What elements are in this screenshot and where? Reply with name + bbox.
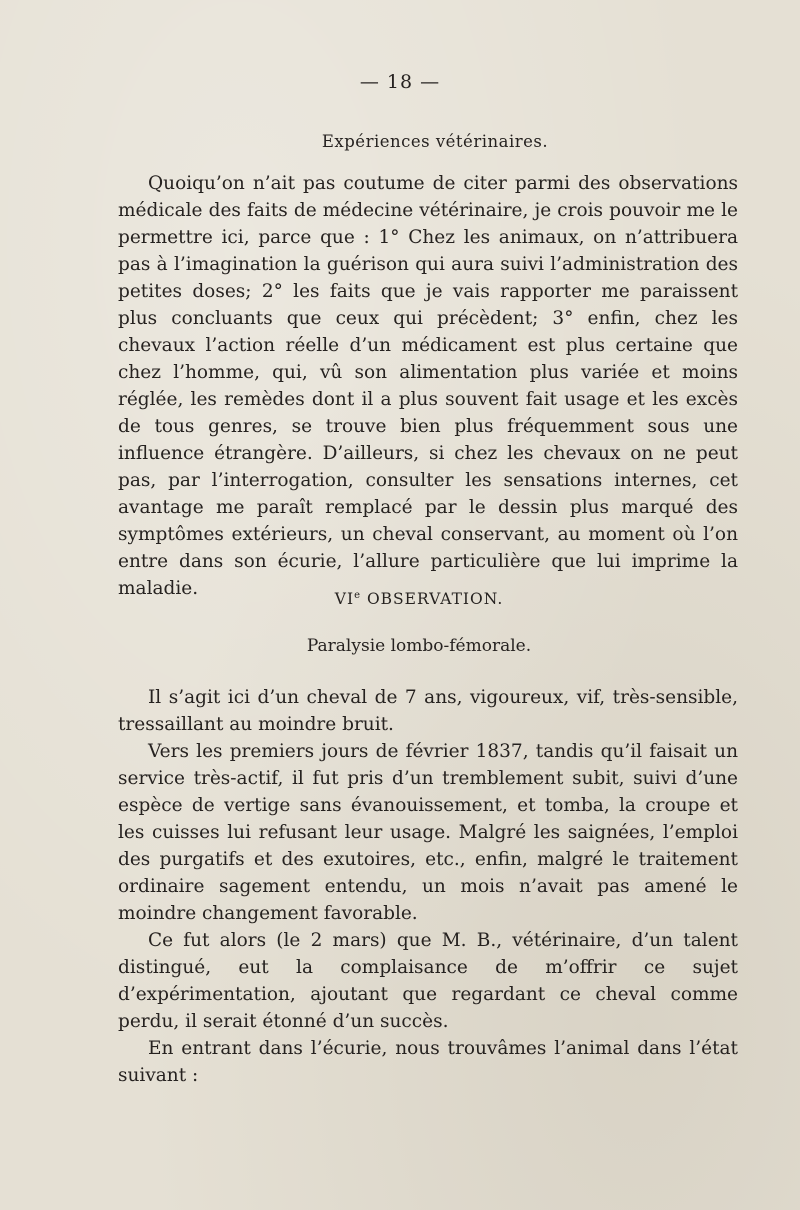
page-number: — 18 — bbox=[359, 71, 441, 93]
observation-paragraph: Vers les premiers jours de février 1837, tandis qu’il faisait un service très-actif, il fut pris d’un tremblement subit, suivi d’une espèce de vertige sans évanouissement, et tomba, la croupe et les cuisses lui refusant leur usage. Malgré les saignées, l’emploi des purgatifs et des exutoires, etc., enfin, malgré le traitement ordinaire sagement entendu, un mois n’avait pas amené le moindre changement favorable. bbox=[118, 741, 738, 924]
intro-text bbox=[118, 170, 738, 602]
observation-number-suffix: e bbox=[354, 590, 361, 601]
observation-body bbox=[118, 684, 738, 1089]
observation-title bbox=[0, 590, 800, 608]
observation-paragraph: Il s’agit ici d’un cheval de 7 ans, vigoureux, vif, très-sensible, tressaillant au moindre bruit. bbox=[118, 687, 738, 735]
observation-label: OBSERVATION. bbox=[366, 590, 504, 609]
section-heading: Expériences vétérinaires. bbox=[321, 132, 549, 151]
observation-paragraph: Ce fut alors (le 2 mars) que M. B., vétérinaire, d’un talent distingué, eut la complaisance de m’offrir ce sujet d’expérimentation, ajoutant que regardant ce cheval comme perdu, il serait étonné d’un succès. bbox=[118, 930, 738, 1032]
intro-paragraph: Quoiqu’on n’ait pas coutume de citer parmi des observations médicale des faits de médecine vétérinaire, je crois pouvoir me le permettre ici, parce que : 1° Chez les animaux, on n’attribuera pas à l’imagination la guérison qui aura suivi l’administration des petites doses; 2° les faits que je vais rapporter me paraissent plus concluants que ceux qui précèdent; 3° enfin, chez les chevaux l’action réelle d’un médicament est plus certaine que chez l’homme, qui, vû son alimentation plus variée et moins réglée, les remèdes dont il a plus souvent fait usage et les excès de tous genres, se trouve bien plus fréquemment sous une influence étrangère. D’ailleurs, si chez les chevaux on ne peut pas, par l’interrogation, consulter les sensations internes, cet avantage me paraît remplacé par le dessin plus marqué des symptômes extérieurs, un cheval conservant, au moment où l’on entre dans son écurie, l’allure particulière que lui imprime la maladie. bbox=[118, 173, 738, 599]
observation-paragraph: En entrant dans l’écurie, nous trouvâmes l’animal dans l’état suivant : bbox=[118, 1038, 738, 1086]
observation-number: VI bbox=[334, 590, 355, 609]
observation-subtitle: Paralysie lombo-fémorale. bbox=[306, 636, 532, 656]
